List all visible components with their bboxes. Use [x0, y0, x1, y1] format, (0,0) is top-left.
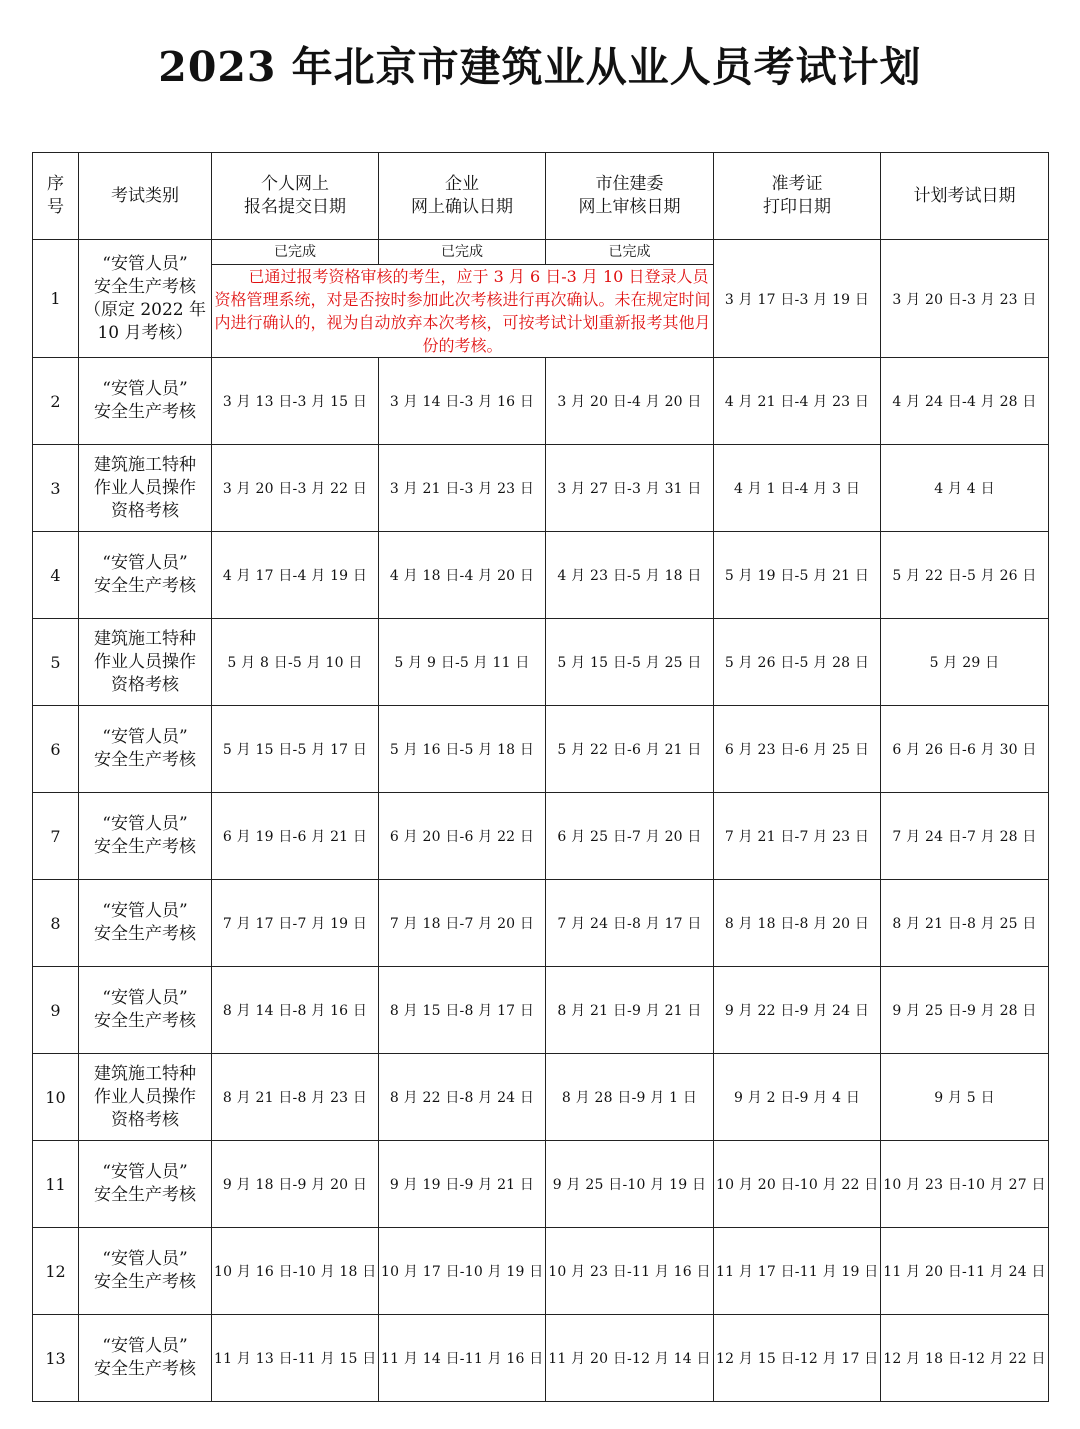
- commission-status: 已完成: [546, 240, 714, 265]
- row-commission-review-date: 11 月 20 日-12 月 14 日: [546, 1315, 714, 1402]
- row-seq: 1: [33, 240, 79, 358]
- row-seq: 8: [33, 880, 79, 967]
- row-seq: 13: [33, 1315, 79, 1402]
- row-commission-review-date: 4 月 23 日-5 月 18 日: [546, 532, 714, 619]
- row-commission-review-date: 7 月 24 日-8 月 17 日: [546, 880, 714, 967]
- table-row: [33, 793, 1049, 880]
- row-exam-date: 10 月 23 日-10 月 27 日: [881, 1141, 1049, 1228]
- row-personal-submit-date: 4 月 17 日-4 月 19 日: [212, 532, 379, 619]
- row-personal-submit-date: 3 月 13 日-3 月 15 日: [212, 358, 379, 445]
- row-admission-date: 10 月 20 日-10 月 22 日: [714, 1141, 881, 1228]
- row-commission-review-date: 3 月 20 日-4 月 20 日: [546, 358, 714, 445]
- row-admission-date: 9 月 2 日-9 月 4 日: [714, 1054, 881, 1141]
- row-category: “安管人员” 安全生产考核: [79, 706, 212, 793]
- row-admission-date: 11 月 17 日-11 月 19 日: [714, 1228, 881, 1315]
- row-company-confirm-date: 5 月 16 日-5 月 18 日: [379, 706, 546, 793]
- row-seq: 3: [33, 445, 79, 532]
- row-exam-date: 11 月 20 日-11 月 24 日: [881, 1228, 1049, 1315]
- row-seq: 12: [33, 1228, 79, 1315]
- row-personal-submit-date: 6 月 19 日-6 月 21 日: [212, 793, 379, 880]
- header-personal-submit-date: 个人网上 报名提交日期: [212, 153, 379, 240]
- row-admission-date: 5 月 19 日-5 月 21 日: [714, 532, 881, 619]
- row-commission-review-date: 8 月 28 日-9 月 1 日: [546, 1054, 714, 1141]
- reconfirm-notice: 已通过报考资格审核的考生，应于 3 月 6 日-3 月 10 日登录人员资格管理系统，对是否按时参加此次考核进行再次确认。未在规定时间内进行确认的，视为自动放弃本次考核，可按考试计划重新报考其他月份的考核。: [212, 265, 714, 358]
- row-personal-submit-date: 8 月 14 日-8 月 16 日: [212, 967, 379, 1054]
- row-exam-date: 3 月 20 日-3 月 23 日: [881, 240, 1049, 358]
- row-exam-date: 9 月 5 日: [881, 1054, 1049, 1141]
- row-commission-review-date: 10 月 23 日-11 月 16 日: [546, 1228, 714, 1315]
- row-company-confirm-date: 3 月 21 日-3 月 23 日: [379, 445, 546, 532]
- personal-status: 已完成: [212, 240, 379, 265]
- row-category: “安管人员” 安全生产考核: [79, 358, 212, 445]
- row-company-confirm-date: 8 月 22 日-8 月 24 日: [379, 1054, 546, 1141]
- table-row: [33, 358, 1049, 445]
- table-row: [33, 706, 1049, 793]
- row-seq: 2: [33, 358, 79, 445]
- row-commission-review-date: 6 月 25 日-7 月 20 日: [546, 793, 714, 880]
- row-admission-date: 6 月 23 日-6 月 25 日: [714, 706, 881, 793]
- page-title: 2023 年北京市建筑业从业人员考试计划: [158, 43, 922, 91]
- table-row: [33, 880, 1049, 967]
- row-exam-date: 4 月 4 日: [881, 445, 1049, 532]
- row-category: “安管人员” 安全生产考核: [79, 967, 212, 1054]
- row-admission-date: 8 月 18 日-8 月 20 日: [714, 880, 881, 967]
- row-company-confirm-date: 10 月 17 日-10 月 19 日: [379, 1228, 546, 1315]
- row-admission-date: 9 月 22 日-9 月 24 日: [714, 967, 881, 1054]
- table-row-1: [33, 240, 1049, 265]
- row-commission-review-date: 5 月 15 日-5 月 25 日: [546, 619, 714, 706]
- row-company-confirm-date: 3 月 14 日-3 月 16 日: [379, 358, 546, 445]
- row-category: “安管人员” 安全生产考核: [79, 793, 212, 880]
- row-personal-submit-date: 7 月 17 日-7 月 19 日: [212, 880, 379, 967]
- table-row: [33, 1228, 1049, 1315]
- row-company-confirm-date: 8 月 15 日-8 月 17 日: [379, 967, 546, 1054]
- row-commission-review-date: 3 月 27 日-3 月 31 日: [546, 445, 714, 532]
- header-admission-print-date: 准考证 打印日期: [714, 153, 881, 240]
- header-commission-review-date: 市住建委 网上审核日期: [546, 153, 714, 240]
- row-seq: 4: [33, 532, 79, 619]
- row-personal-submit-date: 10 月 16 日-10 月 18 日: [212, 1228, 379, 1315]
- row-exam-date: 4 月 24 日-4 月 28 日: [881, 358, 1049, 445]
- row-category: “安管人员” 安全生产考核: [79, 880, 212, 967]
- table-row: [33, 1054, 1049, 1141]
- row-commission-review-date: 5 月 22 日-6 月 21 日: [546, 706, 714, 793]
- row-personal-submit-date: 5 月 8 日-5 月 10 日: [212, 619, 379, 706]
- header-seq: 序 号: [33, 153, 79, 240]
- row-admission-date: 12 月 15 日-12 月 17 日: [714, 1315, 881, 1402]
- header-category: 考试类别: [79, 153, 212, 240]
- table-row: [33, 532, 1049, 619]
- exam-plan-table: [32, 152, 1049, 1402]
- row-company-confirm-date: 11 月 14 日-11 月 16 日: [379, 1315, 546, 1402]
- row-personal-submit-date: 3 月 20 日-3 月 22 日: [212, 445, 379, 532]
- row-category: “安管人员” 安全生产考核: [79, 532, 212, 619]
- row-category: 建筑施工特种 作业人员操作 资格考核: [79, 619, 212, 706]
- row-category: 建筑施工特种 作业人员操作 资格考核: [79, 1054, 212, 1141]
- table-row: [33, 445, 1049, 532]
- header-exam-date: 计划考试日期: [881, 153, 1049, 240]
- row-admission-date: 7 月 21 日-7 月 23 日: [714, 793, 881, 880]
- row-commission-review-date: 8 月 21 日-9 月 21 日: [546, 967, 714, 1054]
- row-category: “安管人员” 安全生产考核: [79, 1315, 212, 1402]
- row-category: “安管人员” 安全生产考核 （原定 2022 年 10 月考核）: [79, 240, 212, 358]
- row-seq: 6: [33, 706, 79, 793]
- row-seq: 11: [33, 1141, 79, 1228]
- row-admission-date: 4 月 21 日-4 月 23 日: [714, 358, 881, 445]
- row-company-confirm-date: 5 月 9 日-5 月 11 日: [379, 619, 546, 706]
- row-category: “安管人员” 安全生产考核: [79, 1228, 212, 1315]
- row-personal-submit-date: 11 月 13 日-11 月 15 日: [212, 1315, 379, 1402]
- row-personal-submit-date: 5 月 15 日-5 月 17 日: [212, 706, 379, 793]
- table-row: [33, 1315, 1049, 1402]
- row-admission-date: 5 月 26 日-5 月 28 日: [714, 619, 881, 706]
- row-exam-date: 7 月 24 日-7 月 28 日: [881, 793, 1049, 880]
- table-row: [33, 619, 1049, 706]
- row-seq: 10: [33, 1054, 79, 1141]
- row-company-confirm-date: 4 月 18 日-4 月 20 日: [379, 532, 546, 619]
- row-company-confirm-date: 9 月 19 日-9 月 21 日: [379, 1141, 546, 1228]
- table-row: [33, 967, 1049, 1054]
- row-personal-submit-date: 9 月 18 日-9 月 20 日: [212, 1141, 379, 1228]
- row-admission-date: 3 月 17 日-3 月 19 日: [714, 240, 881, 358]
- table-row: [33, 1141, 1049, 1228]
- row-seq: 5: [33, 619, 79, 706]
- row-category: “安管人员” 安全生产考核: [79, 1141, 212, 1228]
- row-category: 建筑施工特种 作业人员操作 资格考核: [79, 445, 212, 532]
- row-admission-date: 4 月 1 日-4 月 3 日: [714, 445, 881, 532]
- row-exam-date: 9 月 25 日-9 月 28 日: [881, 967, 1049, 1054]
- row-commission-review-date: 9 月 25 日-10 月 19 日: [546, 1141, 714, 1228]
- row-exam-date: 5 月 29 日: [881, 619, 1049, 706]
- row-exam-date: 8 月 21 日-8 月 25 日: [881, 880, 1049, 967]
- row-personal-submit-date: 8 月 21 日-8 月 23 日: [212, 1054, 379, 1141]
- row-exam-date: 6 月 26 日-6 月 30 日: [881, 706, 1049, 793]
- row-company-confirm-date: 6 月 20 日-6 月 22 日: [379, 793, 546, 880]
- company-status: 已完成: [379, 240, 546, 265]
- row-exam-date: 5 月 22 日-5 月 26 日: [881, 532, 1049, 619]
- row-seq: 9: [33, 967, 79, 1054]
- header-company-confirm-date: 企业 网上确认日期: [379, 153, 546, 240]
- row-company-confirm-date: 7 月 18 日-7 月 20 日: [379, 880, 546, 967]
- row-seq: 7: [33, 793, 79, 880]
- header-row: [33, 153, 1049, 240]
- row-exam-date: 12 月 18 日-12 月 22 日: [881, 1315, 1049, 1402]
